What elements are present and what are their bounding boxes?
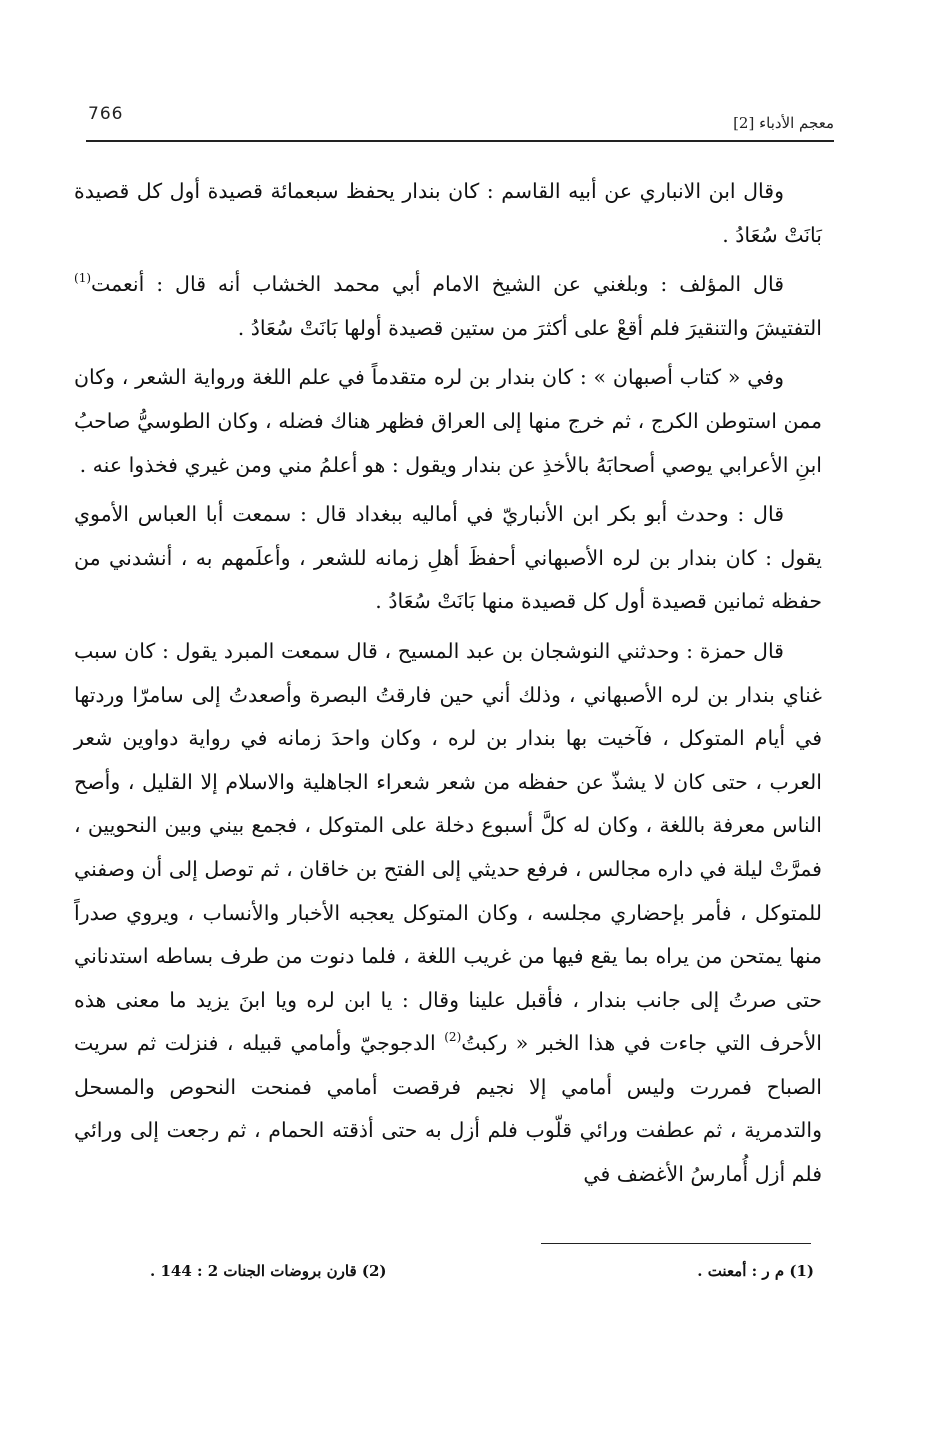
footnote-ref-1: (1) bbox=[74, 271, 92, 286]
paragraph-text: الدجوجيّ وأمامي قبيله ، فنزلت ثم سريت الصباح فمررت وليس أمامي إلا نجيم فرقصت أمامي فمنحت النحوص والمسحل والتدمرية ، ثم عطفت ورائي قلّوب فلم أزل به حتى أذقته الحمام ، ثم رجعت إلى ورائي فلم أزل أُمارسُ الأغضف في bbox=[74, 1031, 822, 1187]
paragraph-text: التفتيشَ والتنقيرَ فلم أقعْ على أكثرَ من ستين قصيدة أولها بَانَتْ سُعَادُ . bbox=[237, 315, 822, 340]
page-number: 766 bbox=[88, 104, 124, 124]
footnote-ref-2: (2) bbox=[444, 1030, 462, 1045]
paragraph-text: قال حمزة : وحدثني النوشجان بن عبد المسيح ، قال سمعت المبرد يقول : كان سبب غناي بندار بن لره الأصبهاني ، وذلك أني حين فارقتُ البصرة وأصعدتُ إلى سامرّا وردتها في أيام المتوكل ، فآخيت بها بندار بن لره ، وكان واحدَ زمانه في رواية دواوين شعر العرب ، حتى كان لا يشذّ عن حفظه من شعر شعراء الجاهلية والاسلام إلا القليل ، وأصح الناس معرفة باللغة ، وكان له كلَّ أسبوع دخلة على المتوكل ، فجمع بيني وبين النحويين ، فمرَّتْ ليلة في داره مجالس ، فرفع حديثي إلى الفتح بن خاقان ، ثم توصل إلى أن وصفني للمتوكل ، فأمر بإحضاري مجلسه ، وكان المتوكل يعجبه الأخبار والأنساب ، ويروي صدراً منها يمتحن من يراه بما يقع فيها من غريب اللغة ، فلما دنوت من طرف بساطه استدناني حتى صرتُ إلى جانب بندار ، فأقبل علينا وقال : يا ابن لره ويا ابنَ يزيد ما معنى هذه الأحرف التي جاءت في هذا الخبر « ركبتُ bbox=[74, 638, 822, 1056]
paragraph-text: وفي « كتاب أصبهان » : كان بندار بن لره متقدماً في علم اللغة ورواية الشعر ، وكان ممن استوطن الكرج ، ثم خرج منها إلى العراق فظهر هناك فضله ، وكان الطوسيُّ صاحبُ ابنِ الأعرابي يوصي أصحابَهُ بالأخذِ عن بندار ويقول : هو أعلمُ مني ومن غيري فخذوا عنه . bbox=[74, 365, 822, 477]
paragraph-text: قال المؤلف : وبلغني عن الشيخ الامام أبي محمد الخشاب أنه قال : أنعمت bbox=[91, 272, 784, 297]
header-rule bbox=[86, 140, 834, 142]
paragraph-5 bbox=[74, 630, 822, 1197]
paragraph-text: قال : وحدث أبو بكر ابن الأنباريّ في أماليه ببغداد قال : سمعت أبا العباس الأموي يقول : كان بندار بن لره الأصبهاني أحفظَ أهلِ زمانه للشعر ، وأعلَمهم به ، أنشدني من حفظه ثمانين قصيدة أول كل قصيدة منها بَانَتْ سُعَادُ . bbox=[74, 502, 822, 614]
footnote-2: (2) قارن بروضات الجنات 2 : 144 . bbox=[150, 1262, 387, 1280]
paragraph-3 bbox=[74, 356, 822, 487]
paragraph-2 bbox=[74, 263, 822, 350]
paragraph-4 bbox=[74, 493, 822, 624]
main-text bbox=[74, 170, 822, 1203]
paragraph-text: وقال ابن الانباري عن أبيه القاسم : كان بندار يحفظ سبعمائة قصيدة أول كل قصيدة بَانَتْ سُعَادُ . bbox=[74, 179, 822, 247]
running-head: معجم الأدباء [2] bbox=[733, 114, 834, 132]
paragraph-1 bbox=[74, 170, 822, 257]
footnote-rule bbox=[541, 1243, 811, 1244]
page-header bbox=[86, 100, 834, 142]
footnotes bbox=[150, 1262, 814, 1294]
footnote-1: (1) م ر : أمعنت . bbox=[697, 1262, 814, 1280]
